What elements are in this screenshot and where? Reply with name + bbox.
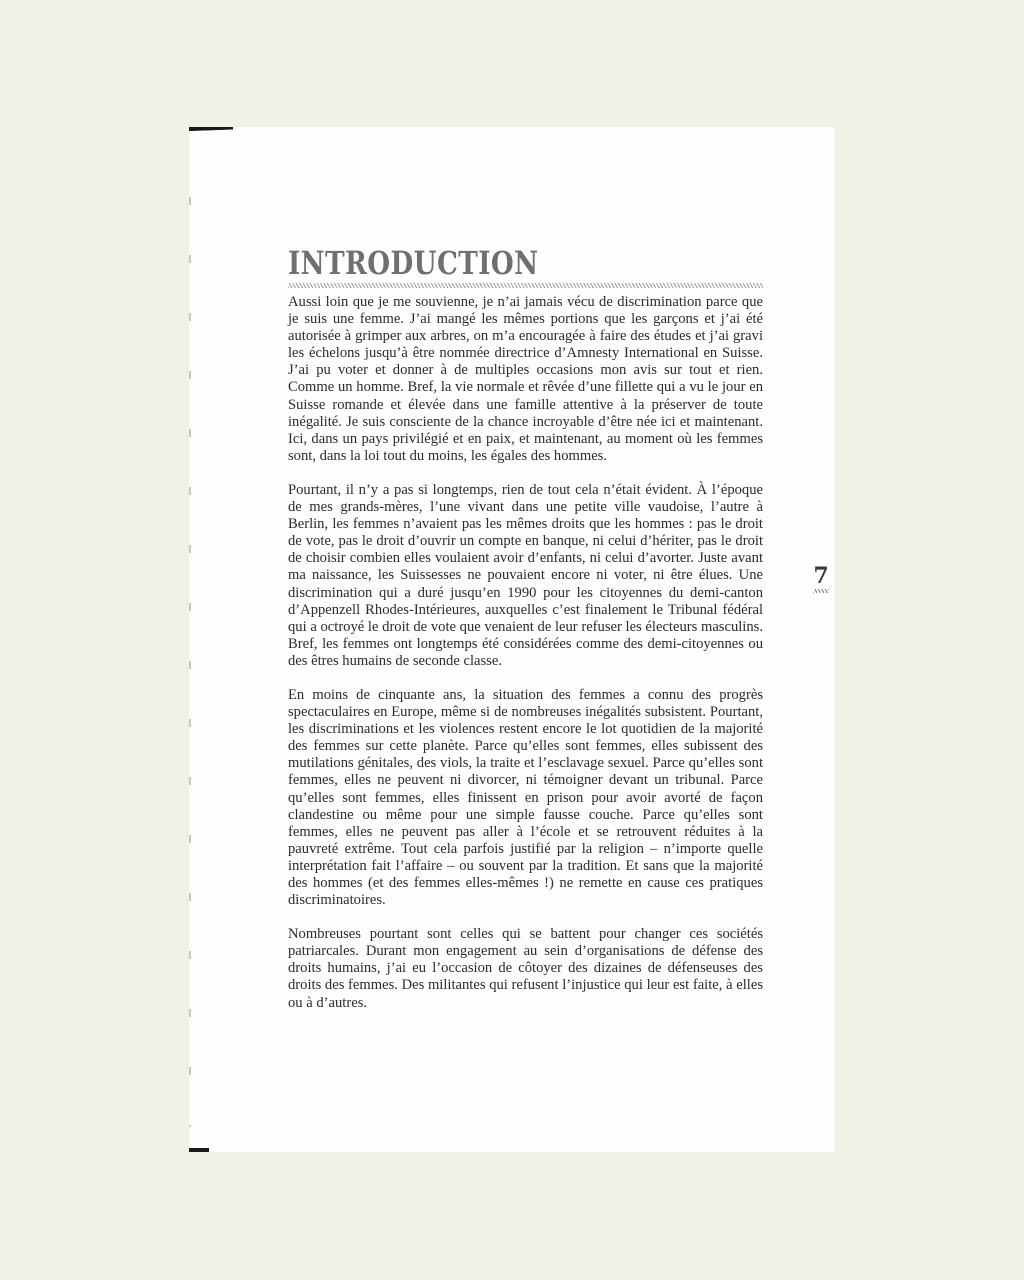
page-number-hatch <box>813 589 829 593</box>
page-corner-mark-bottom <box>189 1148 209 1152</box>
book-page <box>189 127 835 1152</box>
paragraph-3: En moins de cinquante ans, la situation des femmes a connu des progrès spectaculaires en Europe, même si de nombreuses inégalités subsistent. Pourtant, les discriminations et les violences restent encore le lot quotidien de la majorité des femmes sur cette planète. Parce qu’elles sont femmes, elles subissent des mutilations génitales, des viols, la traite et l’esclavage sexuel. Parce qu’elles sont femmes, elles ne peuvent ni divorcer, ni témoigner devant un tribunal. Parce qu’elles sont femmes, elles finissent en prison pour avoir avorté de façon clandestine ou même pour une simple fausse couche. Parce qu’elles sont femmes, elles ne peuvent pas aller à l’école et se retrouvent réduites à la pauvreté extrême. Tout cela parfois justifié par la religion – n’importe quelle interprétation fait l’affaire – ou souvent par la tradition. Et sans que la majorité des hommes (et des femmes elles-mêmes !) ne remette en cause ces pratiques discriminatoires. <box>288 686 763 909</box>
page-corner-mark-top <box>189 127 233 134</box>
paragraph-2: Pourtant, il n’y a pas si longtemps, rien de tout cela n’était évident. À l’époque de mes grands-mères, l’une vivant dans une petite ville vaudoise, l’autre à Berlin, les femmes n’avaient pas les mêmes droits que les hommes : pas le droit de vote, pas le droit d’ouvrir un compte en banque, ni celui d’hériter, pas le droit de choisir combien elles voulaient avoir d’enfants, ni celui d’avorter. Juste avant ma naissance, les Suissesses ne pouvaient encore ni voter, ni être élues. Une discrimination qui a duré jusqu’en 1990 pour les citoyennes du demi-canton d’Appenzell Rhodes-Intérieures, auxquelles c’est finalement le Tribunal fédéral qui a octroyé le droit de vote que venaient de leur refuser les électeurs masculins. Bref, les femmes ont longtemps été considérées comme des demi-citoyennes ou des êtres humains de seconde classe. <box>288 481 763 669</box>
page-number: 7 <box>813 563 829 589</box>
page-number-block <box>811 564 831 593</box>
heading-underline-hatch <box>288 283 763 288</box>
paragraph-1: Aussi loin que je me souvienne, je n’ai jamais vécu de discrimination parce que je suis une femme. J’ai mangé les mêmes portions que les garçons et j’ai été autorisée à grimper aux arbres, on m’a encouragée à faire des études et j’ai gravi les échelons jusqu’à être nommée directrice d’Amnesty International en Suisse. J’ai pu voter et donner à de multiples occasions mon avis sur tout et rien. Comme un homme. Bref, la vie normale et rêvée d’une fillette qui a vu le jour en Suisse romande et élevée dans une famille attentive à la préserver de toute inégalité. Je suis consciente de la chance incroyable d’être née ici et maintenant. Ici, dans un pays privilégié et en paix, et maintenant, au moment où les femmes sont, dans la loi tout du moins, les égales des hommes. <box>288 294 763 464</box>
paragraph-4: Nombreuses pourtant sont celles qui se battent pour changer ces sociétés patriarcales. Durant mon engagement au sein d’organisations de défense des droits humains, j’ai eu l’occasion de côtoyer des dizaines de défenseuses des droits des femmes. Des militantes qui refusent l’injustice qui leur est faite, à elles ou à d’autres. <box>288 926 763 1011</box>
binding-edge <box>189 147 191 1127</box>
chapter-heading: INTRODUCTION <box>288 244 539 282</box>
chapter-heading-block <box>288 245 763 288</box>
body-text <box>288 294 763 1029</box>
